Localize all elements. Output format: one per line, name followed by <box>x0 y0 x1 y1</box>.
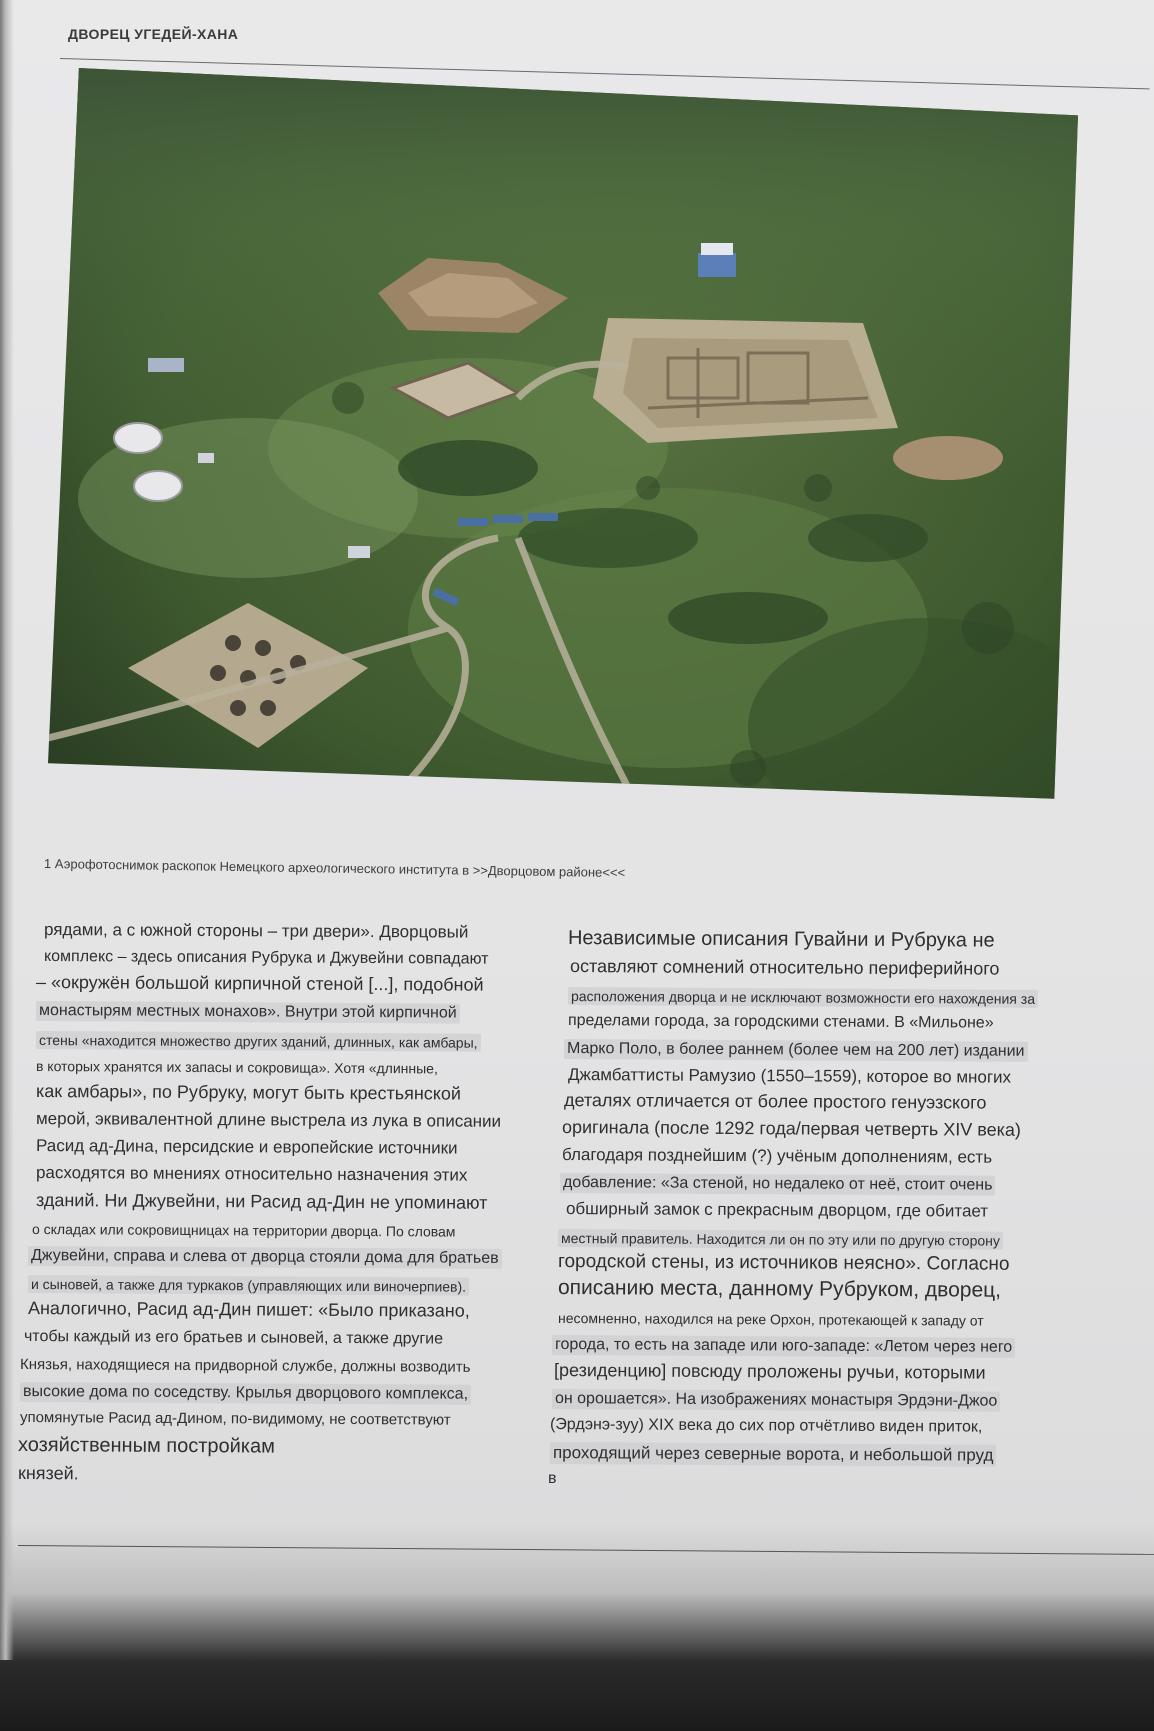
left-line-11: зданий. Ни Джувейни, ни Расид ад-Дин не упоминают <box>35 1190 488 1213</box>
left-line-1: рядами, а с южной стороны – три двери». Дворцовый <box>43 920 469 942</box>
right-line-1: Независимые описания Гувайни и Рубрука не <box>567 927 995 952</box>
figure-caption: 1 Аэрофотоснимок раскопок Немецкого археологического института в >>Дворцовом районе<<< <box>43 856 626 881</box>
right-line-12: местный правитель. Находится ли он по эту или по другую сторону <box>558 1229 1003 1250</box>
left-line-18: высокие дома по соседству. Крылья дворцового комплекса, <box>20 1382 471 1405</box>
spine-shadow <box>0 0 14 1660</box>
right-line-4: пределами города, за городскими стенами. В «Мильоне» <box>567 1012 994 1032</box>
aerial-photo <box>48 68 1078 858</box>
left-line-17: Князья, находящиеся на придворной службе, должны возводить <box>19 1356 471 1376</box>
right-line-15: несомненно, находился на реке Орхон, протекающей к западу от <box>557 1310 984 1329</box>
right-line-2: оставляют сомнений относительно периферийного <box>569 956 1000 979</box>
left-line-5: стены «находится множество других зданий, длинных, как амбары, <box>36 1031 481 1052</box>
right-line-19: (Эрдэнэ-зуу) XIX века до сих пор отчётливо виден приток, <box>549 1416 983 1436</box>
right-line-20: проходящий через северные ворота, и небольшой пруд <box>550 1442 997 1467</box>
left-line-12: о складах или сокровищницах на территории дворца. По словам <box>31 1221 456 1240</box>
right-line-6: Джамбаттисты Рамузио (1550–1559), которое во многих <box>567 1065 1012 1087</box>
right-line-17: [резиденцию] повсюду проложены ручьи, которыми <box>553 1360 986 1383</box>
left-line-16: чтобы каждый из его братьев и сыновей, а также другие <box>23 1328 444 1348</box>
left-line-3: – «окружён большой кирпичной стеной [...], подобной <box>35 972 484 995</box>
left-line-9: Расид ад-Дина, персидские и европейские источники <box>35 1136 458 1158</box>
left-line-13: Джувейни, справа и слева от дворца стояли дома для братьев <box>28 1246 502 1269</box>
right-line-3: расположения дворца и не исключают возможности его нахождения за <box>568 987 1038 1008</box>
left-line-14: и сыновей, а также для туркаков (управляющих или виночерпиев). <box>28 1275 469 1296</box>
left-line-10: расходятся во мнениях относительно назначения этих <box>35 1163 468 1185</box>
right-line-13: городской стены, из источников неясно». Согласно <box>557 1251 1010 1275</box>
right-line-18: он орошается». На изображениях монастыря Эрдэни-Джоо <box>552 1389 1000 1412</box>
left-line-19: упомянутые Расид ад-Дином, по-видимому, не соответствуют <box>19 1409 451 1429</box>
left-line-7: как амбары», по Рубруку, могут быть крестьянской <box>35 1081 462 1104</box>
right-line-9: благодаря позднейшим (?) учёным дополнениям, есть <box>561 1145 993 1167</box>
right-line-16: города, то есть на западе или юго-западе: «Летом через него <box>552 1335 1015 1358</box>
right-line-21: в <box>547 1470 557 1488</box>
left-line-4: монастырям местных монахов». Внутри этой кирпичной <box>36 1001 460 1024</box>
footer-rule <box>18 1545 1154 1555</box>
left-line-21: князей. <box>17 1463 79 1484</box>
left-line-2: комплекс – здесь описания Рубрука и Джувейни совпадают <box>43 948 489 968</box>
right-line-5: Марко Поло, в более раннем (более чем на 200 лет) издании <box>564 1039 1028 1062</box>
right-line-11: обширный замок с прекрасным дворцом, где обитает <box>565 1199 989 1221</box>
right-line-14: описанию места, данному Рубруком, дворец, <box>557 1276 1002 1302</box>
right-line-7: деталях отличается от более простого генуэзского <box>563 1090 987 1113</box>
left-line-20: хозяйственным постройкам <box>17 1434 275 1458</box>
left-line-6: в которых хранятся их запасы и сокровища». Хотя «длинные, <box>35 1058 438 1077</box>
right-line-8: оригинала (после 1292 года/первая четверть XIV века) <box>561 1117 1022 1140</box>
left-line-8: мерой, эквивалентной длине выстрела из лука в описании <box>35 1109 502 1131</box>
right-line-10: добавление: «За стеной, но недалеко от неё, стоит очень <box>560 1173 996 1196</box>
running-head: ДВОРЕЦ УГЕДЕЙ-ХАНА <box>68 26 239 42</box>
left-line-15: Аналогично, Расид ад-Дин пишет: «Было приказано, <box>27 1298 470 1321</box>
